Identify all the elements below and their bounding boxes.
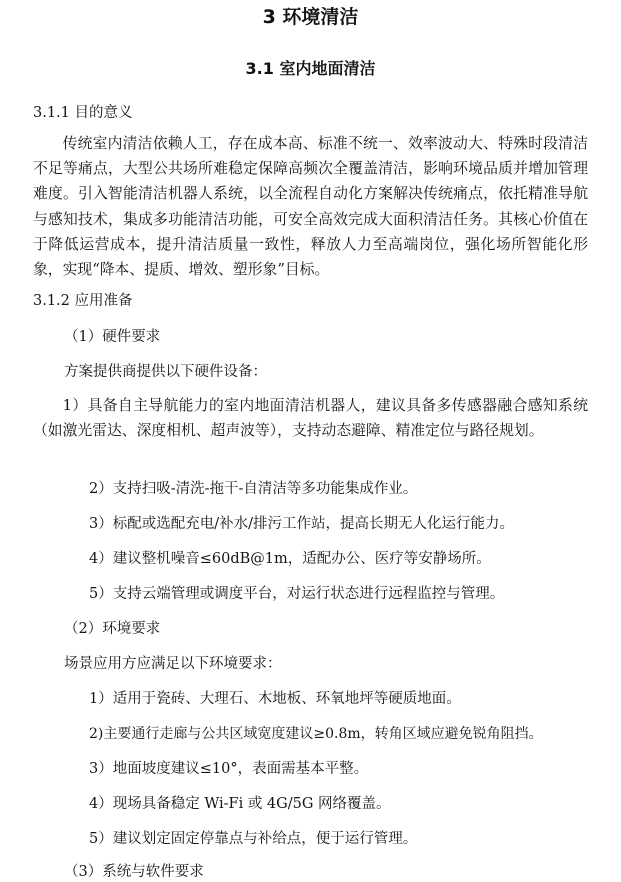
environment-item-5: 5）建议划定固定停靠点与补给点，便于运行管理。 — [89, 831, 418, 847]
subsection-title: 3.1 室内地面清洁 — [245, 59, 376, 78]
heading-3-1-2: 3.1.2 应用准备 — [33, 293, 133, 309]
hardware-item-5: 5）支持云端管理或调度平台，对运行状态进行远程监控与管理。 — [89, 586, 505, 602]
purpose-paragraph: 传统室内清洁依赖人工，存在成本高、标准不统一、效率波动大、特殊时段清洁不足等痛点，大型公共场所难稳定保障高频次全覆盖清洁，影响环境品质并增加管理难度。引入智能清洁机器人系统，以全流程自动化方案解决传统痛点，依托精准导航与感知技术，集成多功能清洁功能，可安全高效完成大面积清洁任务。其核心价值在于降低运营成本，提升清洁质量一致性，释放人力至高端岗位，强化场所智能化形象，实现“降本、提质、增效、塑形象”目标。 — [33, 135, 588, 279]
section-title: 3 环境清洁 — [262, 6, 359, 28]
environment-item-4: 4）现场具备稳定 Wi-Fi 或 4G/5G 网络覆盖。 — [89, 796, 391, 812]
environment-item-2: 2)主要通行走廊与公共区域宽度建议≥0.8m，转角区域应避免锐角阻挡。 — [89, 726, 543, 742]
environment-item-1: 1）适用于瓷砖、大理石、木地板、环氧地坪等硬质地面。 — [89, 691, 461, 707]
software-heading: （3）系统与软件要求 — [64, 864, 204, 880]
heading-3-1-1: 3.1.1 目的意义 — [33, 105, 133, 121]
environment-item-3: 3）地面坡度建议≤10°，表面需基本平整。 — [89, 761, 369, 777]
hardware-heading: （1）硬件要求 — [64, 329, 161, 345]
environment-heading: （2）环境要求 — [64, 621, 161, 637]
hardware-item-2: 2）支持扫吸-清洗-拖干-自清洁等多功能集成作业。 — [89, 481, 418, 497]
hardware-item-3: 3）标配或选配充电/补水/排污工作站，提高长期无人化运行能力。 — [89, 516, 514, 532]
hardware-intro: 方案提供商提供以下硬件设备： — [64, 364, 267, 380]
environment-intro: 场景应用方应满足以下环境要求： — [64, 656, 282, 672]
hardware-item-4: 4）建议整机噪音≤60dB@1m，适配办公、医疗等安静场所。 — [89, 551, 491, 567]
hardware-item-1: 1）具备自主导航能力的室内地面清洁机器人，建议具备多传感器融合感知系统（如激光雷达、深度相机、超声波等），支持动态避障、精准定位与路径规划。 — [33, 397, 588, 440]
